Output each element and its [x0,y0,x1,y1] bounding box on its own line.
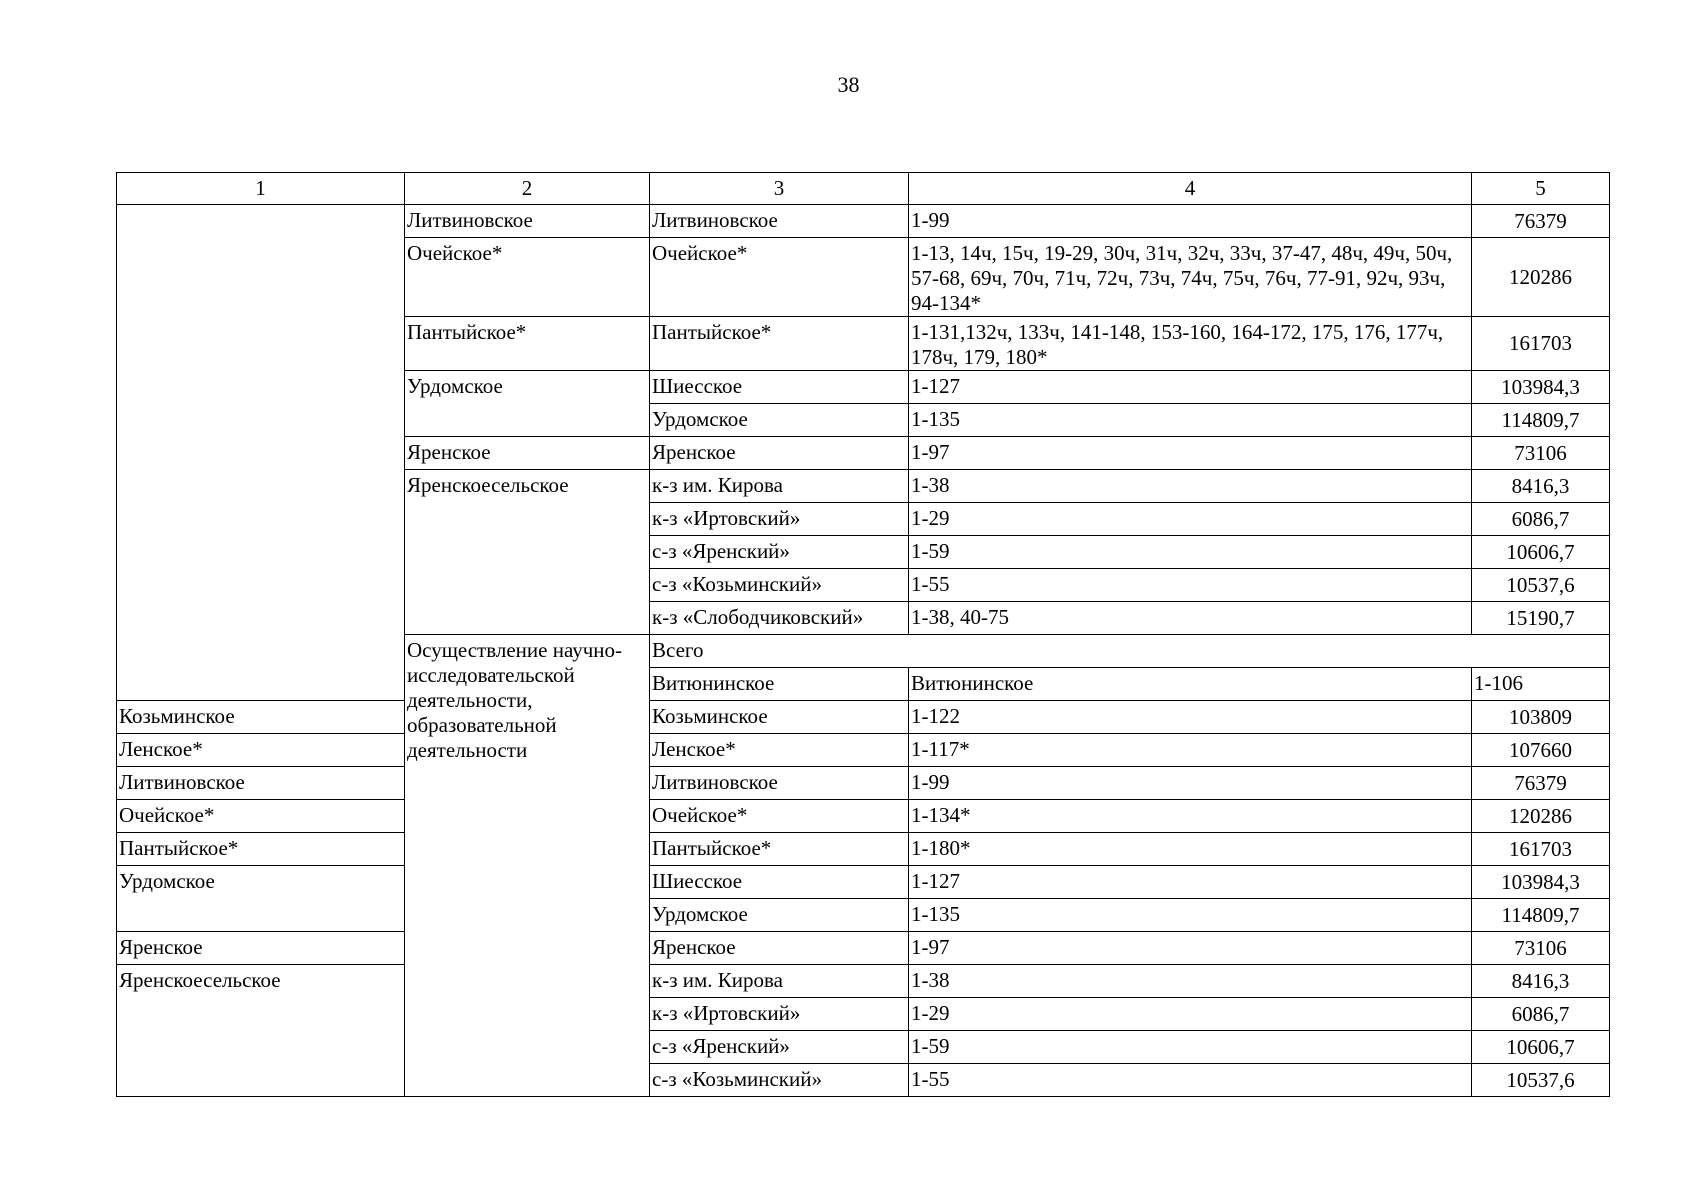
area-cell: 76379 [1472,205,1610,238]
header-cell: 1 [117,173,405,205]
area-cell: 76379 [1472,767,1610,800]
district-cell: Козьминское [650,701,909,734]
quarters-cell: 1-117* [909,734,1472,767]
district-cell: с-з «Яренский» [650,536,909,569]
purpose-cell-empty [117,205,405,701]
forestry-table [116,172,1610,1097]
quarters-cell: 1-135 [909,899,1472,932]
area-cell: 73106 [1472,932,1610,965]
area-cell: 6086,7 [1472,998,1610,1031]
district-cell: Очейское* [650,238,909,317]
quarters-cell: 1-106 [1472,668,1610,701]
quarters-cell: 1-38 [909,965,1472,998]
district-cell: Литвиновское [650,767,909,800]
table-row [117,701,1610,734]
forestry-cell: Яренское [405,437,650,470]
forestry-cell: Яренскоесельское [405,470,650,635]
quarters-cell: 1-38 [909,470,1472,503]
quarters-cell: 1-13, 14ч, 15ч, 19-29, 30ч, 31ч, 32ч, 33ч, 37-47, 48ч, 49ч, 50ч, 57-68, 69ч, 70ч, 71ч, 72ч, 73ч, 74ч, 75ч, 76ч, 77-91, 92ч, 93ч, 94-134* [909,238,1472,317]
area-cell: 103984,3 [1472,866,1610,899]
forestry-cell: Очейское* [117,800,405,833]
header-cell: 3 [650,173,909,205]
area-cell: 107660 [1472,734,1610,767]
forestry-cell: Очейское* [405,238,650,317]
header-cell: 5 [1472,173,1610,205]
quarters-cell: 1-55 [909,569,1472,602]
quarters-cell: 1-99 [909,205,1472,238]
table-row [117,800,1610,833]
district-cell: Пантыйское* [650,833,909,866]
quarters-cell: 1-97 [909,437,1472,470]
area-cell: 6086,7 [1472,503,1610,536]
district-cell: Яренское [650,932,909,965]
total-label-cell: Всего [650,635,1610,668]
quarters-cell: 1-59 [909,1031,1472,1064]
area-cell: 10606,7 [1472,1031,1610,1064]
area-cell: 103984,3 [1472,371,1610,404]
quarters-cell: 1-131,132ч, 133ч, 141-148, 153-160, 164-172, 175, 176, 177ч, 178ч, 179, 180* [909,317,1472,371]
area-cell: 8416,3 [1472,470,1610,503]
forestry-cell: Витюнинское [650,668,909,701]
forestry-cell: Козьминское [117,701,405,734]
forestry-cell: Пантыйское* [405,317,650,371]
district-cell: Ленское* [650,734,909,767]
header-cell: 4 [909,173,1472,205]
quarters-cell: 1-180* [909,833,1472,866]
district-cell: Шиесское [650,866,909,899]
forestry-cell: Урдомское [117,866,405,932]
district-cell: Очейское* [650,800,909,833]
district-cell: Пантыйское* [650,317,909,371]
area-cell: 103809 [1472,701,1610,734]
area-cell: 15190,7 [1472,602,1610,635]
district-cell: к-з им. Кирова [650,470,909,503]
quarters-cell: 1-97 [909,932,1472,965]
header-cell: 2 [405,173,650,205]
district-cell: Яренское [650,437,909,470]
district-cell: Урдомское [650,899,909,932]
area-cell: 10606,7 [1472,536,1610,569]
forestry-cell: Ленское* [117,734,405,767]
quarters-cell: 1-122 [909,701,1472,734]
forestry-cell: Яренское [117,932,405,965]
area-cell: 10537,6 [1472,569,1610,602]
forestry-cell: Яренскоесельское [117,965,405,1097]
district-cell: к-з «Слободчиковский» [650,602,909,635]
quarters-cell: 1-135 [909,404,1472,437]
quarters-cell: 1-99 [909,767,1472,800]
area-cell: 161703 [1472,317,1610,371]
table-row [117,205,1610,238]
forestry-cell: Пантыйское* [117,833,405,866]
district-cell: с-з «Козьминский» [650,569,909,602]
district-cell: к-з «Иртовский» [650,503,909,536]
quarters-cell: 1-127 [909,371,1472,404]
quarters-cell: 1-29 [909,998,1472,1031]
table-row [117,932,1610,965]
purpose-cell: Осуществление научно-исследовательской деятельности, образовательной деятельности [405,635,650,1097]
quarters-cell: 1-38, 40-75 [909,602,1472,635]
area-cell: 161703 [1472,833,1610,866]
quarters-cell: 1-134* [909,800,1472,833]
quarters-cell: 1-55 [909,1064,1472,1097]
area-cell: 114809,7 [1472,404,1610,437]
table-header-row [117,173,1610,205]
district-cell: Витюнинское [909,668,1472,701]
area-cell: 8416,3 [1472,965,1610,998]
table-row [117,734,1610,767]
page-number: 38 [837,72,860,97]
area-cell: 73106 [1472,437,1610,470]
area-cell: 120286 [1472,238,1610,317]
area-cell: 114809,7 [1472,899,1610,932]
district-cell: Шиесское [650,371,909,404]
forestry-cell: Урдомское [405,371,650,437]
district-cell: с-з «Козьминский» [650,1064,909,1097]
forestry-cell: Литвиновское [117,767,405,800]
quarters-cell: 1-127 [909,866,1472,899]
district-cell: с-з «Яренский» [650,1031,909,1064]
district-cell: Урдомское [650,404,909,437]
table-row [117,965,1610,998]
table-row [117,866,1610,899]
table-row [117,833,1610,866]
table-row [117,767,1610,800]
forestry-cell: Литвиновское [405,205,650,238]
quarters-cell: 1-59 [909,536,1472,569]
area-cell: 120286 [1472,800,1610,833]
quarters-cell: 1-29 [909,503,1472,536]
district-cell: Литвиновское [650,205,909,238]
district-cell: к-з им. Кирова [650,965,909,998]
area-cell: 10537,6 [1472,1064,1610,1097]
district-cell: к-з «Иртовский» [650,998,909,1031]
